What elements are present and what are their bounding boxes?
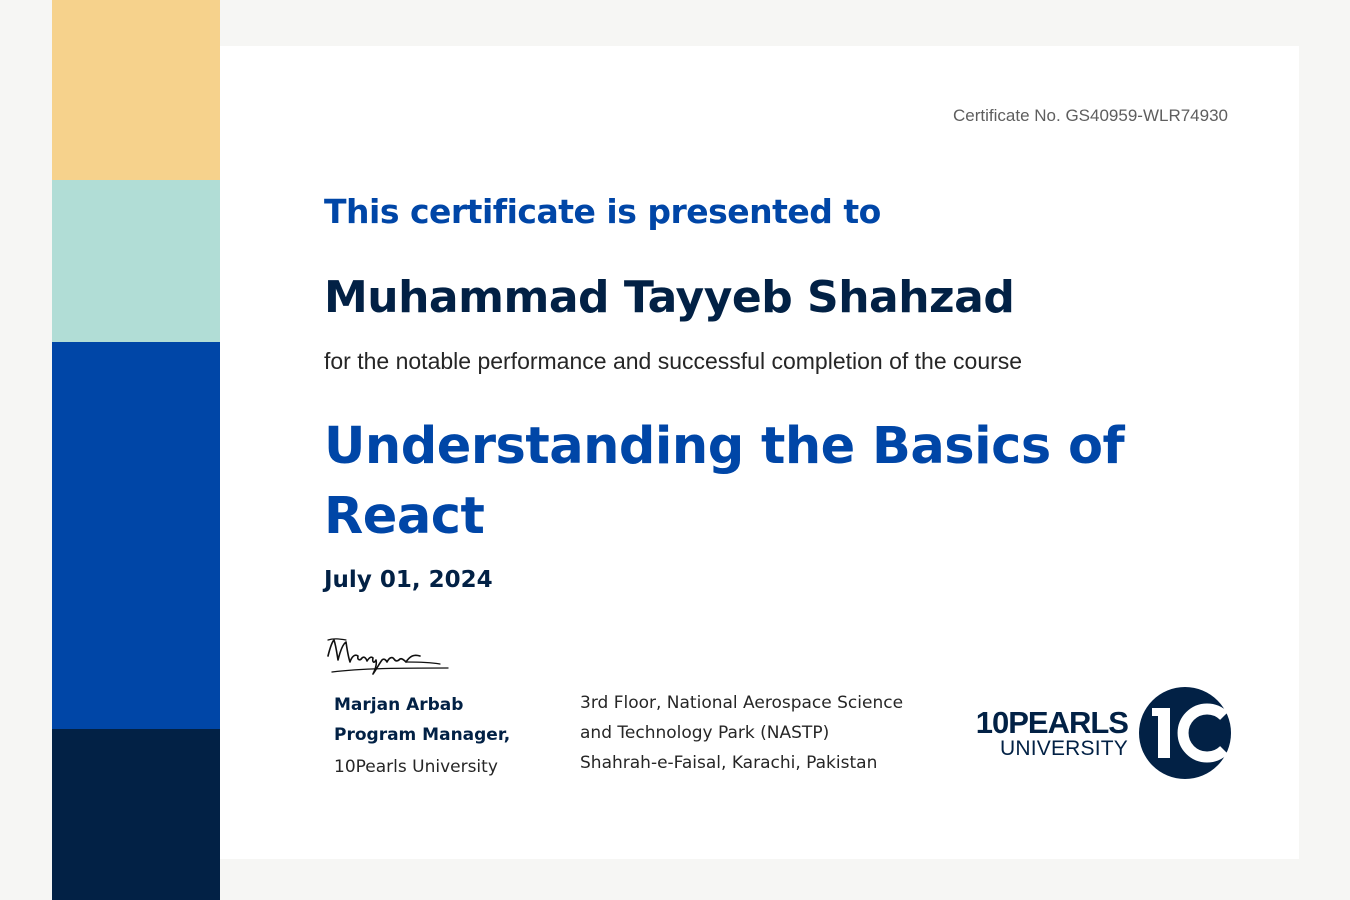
recipient-name: Muhammad Tayyeb Shahzad [324, 272, 1015, 323]
certificate-number: Certificate No. GS40959-WLR74930 [953, 106, 1228, 125]
course-title [324, 412, 1184, 552]
decorative-stripe-blue [52, 342, 220, 729]
course-title-line-1: Understanding the Basics of [324, 417, 1125, 476]
address-line-3: Shahrah-e-Faisal, Karachi, Pakistan [580, 753, 878, 773]
decorative-stripe-teal [52, 180, 220, 342]
signature-image [324, 634, 454, 684]
address-line-1: 3rd Floor, National Aerospace Science [580, 693, 904, 713]
decorative-stripe-navy [52, 729, 220, 900]
signatory-block [334, 690, 510, 782]
logo-wordmark-top: 10PEARLS [975, 705, 1128, 740]
signatory-role: Program Manager, [334, 725, 511, 745]
logo-wordmark [975, 705, 1128, 760]
10pearls-university-logo [962, 686, 1232, 781]
completion-reason: for the notable performance and successful completion of the course [324, 348, 1023, 374]
address-line-2: and Technology Park (NASTP) [580, 723, 830, 743]
signatory-organization: 10Pearls University [334, 757, 498, 777]
completion-date: July 01, 2024 [324, 567, 493, 593]
logo-wordmark-bottom: UNIVERSITY [999, 737, 1128, 760]
decorative-stripe-yellow [52, 0, 220, 180]
logo-mark-icon [1138, 686, 1232, 780]
course-title-line-2: React [324, 487, 485, 546]
presented-to-heading: This certificate is presented to [324, 192, 881, 231]
signatory-name: Marjan Arbab [334, 695, 464, 715]
certificate-card [220, 46, 1299, 859]
address-block [580, 688, 903, 778]
